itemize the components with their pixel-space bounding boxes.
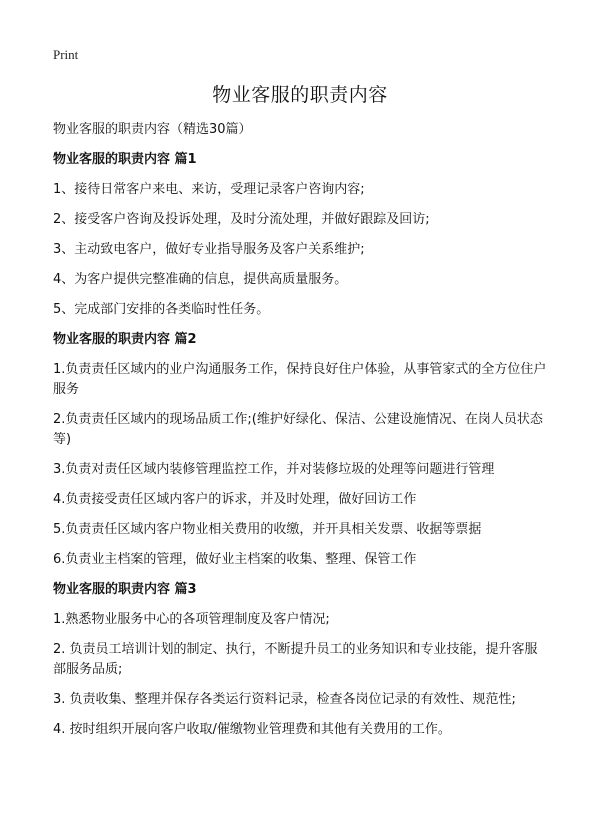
section-heading: 物业客服的职责内容 篇2 [53, 332, 197, 347]
list-item: 3、主动致电客户，做好专业指导服务及客户关系维护; [53, 242, 365, 257]
list-item: 1.熟悉物业服务中心的各项管理制度及客户情况; [53, 612, 330, 627]
list-item: 4. 按时组织开展向客户收取/催缴物业管理费和其他有关费用的工作。 [53, 722, 451, 737]
section-3 [53, 580, 549, 740]
section-2 [53, 330, 549, 570]
section-1 [53, 150, 549, 320]
list-item: 4、为客户提供完整准确的信息，提供高质量服务。 [53, 272, 348, 287]
list-item: 2、接受客户咨询及投诉处理，及时分流处理，并做好跟踪及回访; [53, 212, 430, 227]
list-item: 4.负责接受责任区域内客户的诉求，并及时处理，做好回访工作 [53, 492, 417, 507]
section-heading: 物业客服的职责内容 篇3 [53, 582, 197, 597]
list-item: 5.负责责任区域内客户物业相关费用的收缴，并开具相关发票、收据等票据 [53, 522, 482, 537]
list-item: 6.负责业主档案的管理，做好业主档案的收集、整理、保管工作 [53, 552, 417, 567]
document-body [53, 120, 549, 750]
list-item: 3. 负责收集、整理并保存各类运行资料记录，检查各岗位记录的有效性、规范性; [53, 692, 516, 707]
list-item: 2. 负责员工培训计划的制定、执行，不断提升员工的业务知识和专业技能，提升客服部服务品质; [53, 642, 538, 677]
list-item: 2.负责责任区域内的现场品质工作;(维护好绿化、保洁、公建设施情况、在岗人员状态等) [53, 412, 543, 447]
list-item: 3.负责对责任区域内装修管理监控工作，并对装修垃圾的处理等问题进行管理 [53, 462, 495, 477]
document-title: 物业客服的职责内容 [212, 84, 388, 106]
print-link[interactable]: Print [53, 47, 79, 62]
section-heading: 物业客服的职责内容 篇1 [53, 152, 197, 167]
list-item: 5、完成部门安排的各类临时性任务。 [53, 302, 270, 317]
list-item: 1.负责责任区域内的业户沟通服务工作，保持良好住户体验，从事管家式的全方位住户服务 [53, 362, 547, 397]
list-item: 1、接待日常客户来电、来访，受理记录客户咨询内容; [53, 182, 365, 197]
document-subtitle: 物业客服的职责内容（精选30篇） [53, 122, 252, 137]
